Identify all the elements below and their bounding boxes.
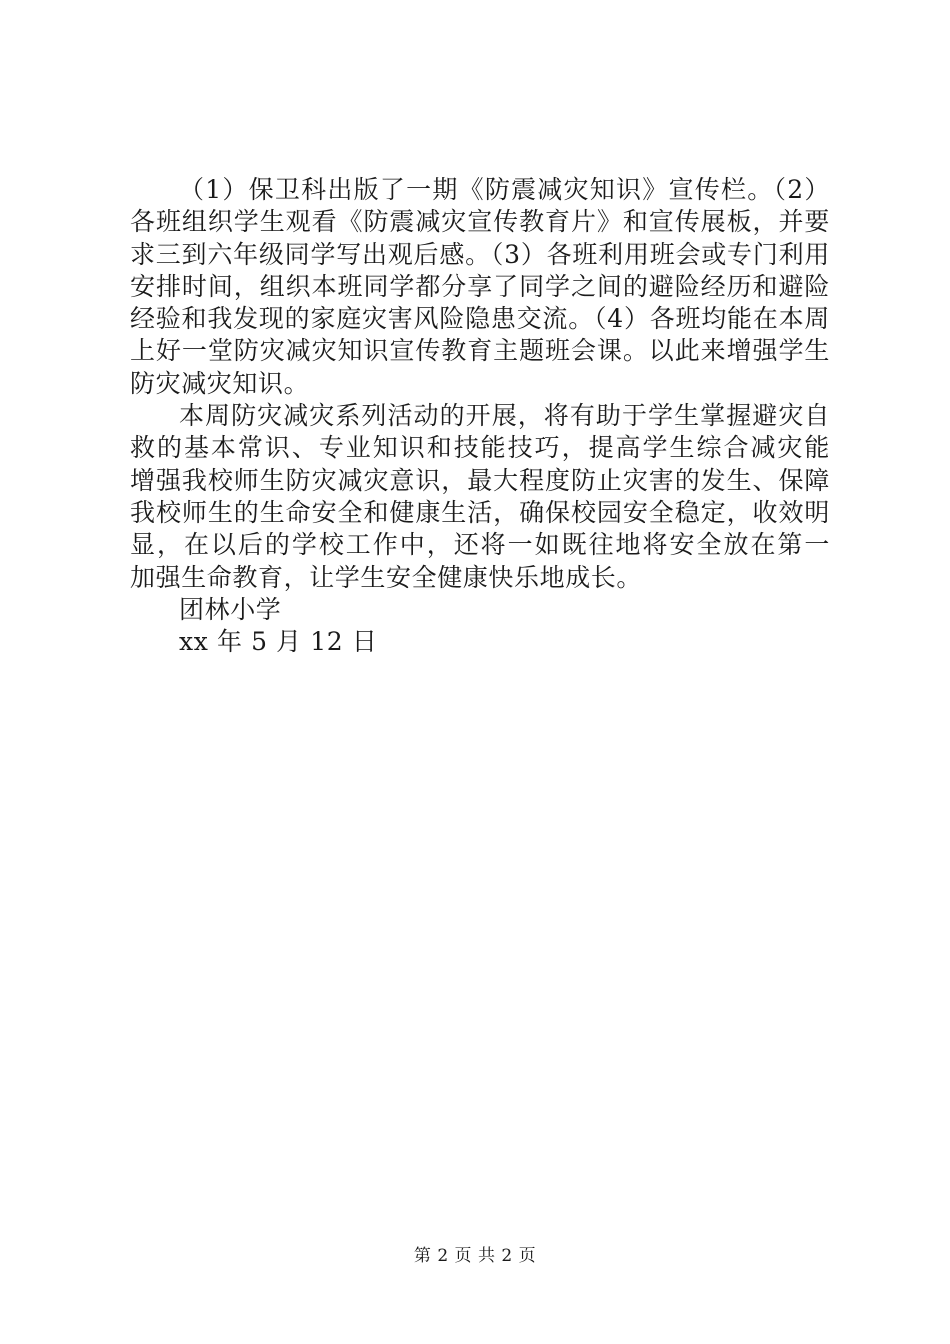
paragraph-2-line-5: 显，在以后的学校工作中，还将一如既往地将安全放在第一 bbox=[130, 530, 830, 560]
paragraph-2-line-6: 加强生命教育，让学生安全健康快乐地成长。 bbox=[130, 562, 643, 592]
document-body bbox=[130, 174, 830, 658]
paragraph-2-line-2: 救的基本常识、专业知识和技能技巧，提高学生综合减灾能 bbox=[130, 433, 830, 463]
paragraph-1-line-5: 经验和我发现的家庭灾害风险隐患交流。（4）各班均能在本周 bbox=[130, 304, 830, 334]
paragraph-2-line-4: 我校师生的生命安全和健康生活，确保校园安全稳定，收效明 bbox=[130, 497, 830, 527]
paragraph-1-line-2: 各班组织学生观看《防震减灾宣传教育片》和宣传展板，并要 bbox=[130, 207, 830, 237]
paragraph-1-line-1: （1）保卫科出版了一期《防震减灾知识》宣传栏。（2） bbox=[179, 175, 830, 204]
paragraph-1-line-4: 安排时间，组织本班同学都分享了同学之间的避险经历和避险 bbox=[130, 271, 830, 301]
signature: 团林小学 bbox=[179, 594, 282, 624]
paragraph-2-line-1: 本周防灾减灾系列活动的开展，将有助于学生掌握避灾自 bbox=[179, 401, 830, 431]
page-footer: 第 2 页 共 2 页 bbox=[413, 1246, 537, 1266]
paragraph-1-line-3: 求三到六年级同学写出观后感。（3）各班利用班会或专门利用 bbox=[130, 239, 830, 269]
date: xx 年 5 月 12 日 bbox=[179, 627, 378, 657]
paragraph-2-line-3: 增强我校师生防灾减灾意识，最大程度防止灾害的发生、保障 bbox=[130, 465, 830, 495]
paragraph-1-line-6: 上好一堂防灾减灾知识宣传教育主题班会课。以此来增强学生 bbox=[130, 336, 830, 366]
paragraph-1-line-7: 防灾减灾知识。 bbox=[130, 368, 310, 398]
